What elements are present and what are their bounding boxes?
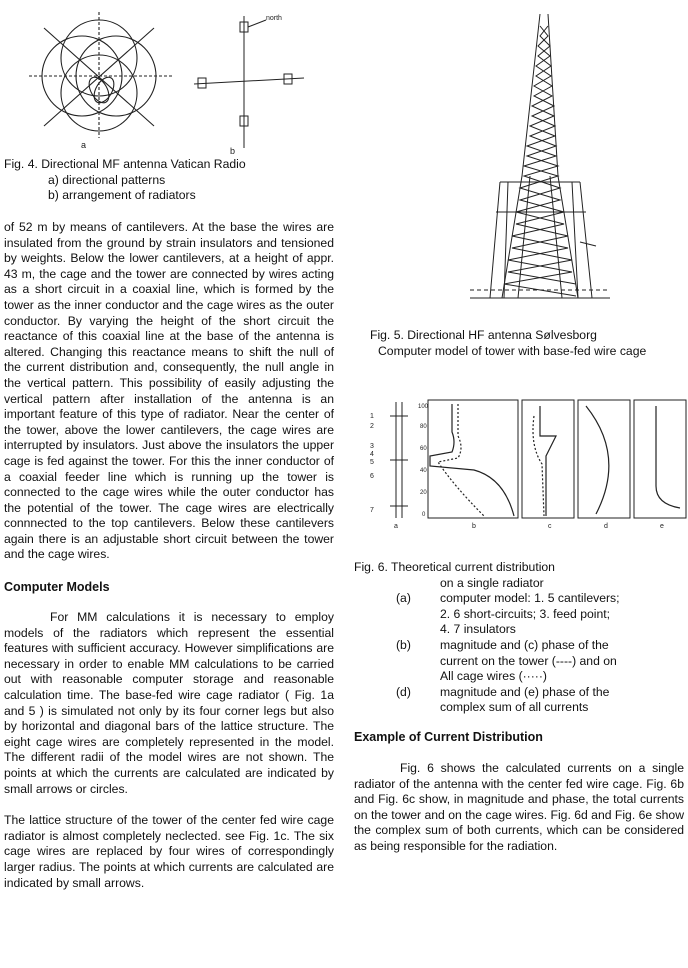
fig5-figure (460, 6, 620, 306)
fig6-label-a: a (394, 523, 398, 530)
fig6-label-e: e (660, 523, 664, 530)
fig4-caption-b: b) arrangement of radiators (48, 188, 196, 203)
fig6-marker-2: 2 (370, 423, 374, 430)
fig6-item-a-line3: 4. 7 insulators (440, 622, 516, 637)
fig6-caption-item-a (354, 591, 684, 638)
fig6-label-c: c (548, 523, 552, 530)
right-column (354, 730, 684, 855)
fig6-marker-7: 7 (370, 507, 374, 514)
fig5-tower-structure (470, 14, 610, 298)
fig4-diagram (4, 8, 344, 158)
fig6-item-b-line3: All cage wires (·····) (440, 669, 547, 684)
fig6-item-a-line1: computer model: 1. 5 cantilevers; (440, 591, 620, 606)
fig6-ytick-80: 80 (420, 424, 427, 430)
fig5-tower-drawing (460, 6, 620, 306)
fig6-e-sum-phase (656, 406, 680, 508)
fig6-marker-1: 1 (370, 413, 374, 420)
fig6-caption-title: Fig. 6. Theoretical current distribution (354, 560, 555, 574)
left-column (4, 220, 334, 891)
fig6-d-sum-magnitude (586, 406, 609, 514)
fig6-ytick-40: 40 (420, 468, 427, 474)
fig6-caption (354, 560, 684, 716)
fig4-figure (4, 8, 344, 158)
fig4-caption (4, 157, 344, 204)
fig6-caption-sub: on a single radiator (440, 575, 544, 590)
fig6-marker-5: 5 (370, 459, 374, 466)
fig6-panel-a-model (390, 402, 408, 518)
fig6-caption-item-b (354, 638, 684, 685)
fig6-item-a-line2: 2. 6 short-circuits; 3. feed point; (440, 606, 611, 621)
fig6-panel-labels (394, 523, 664, 530)
fig6-panel-frames (428, 400, 686, 518)
current-distribution-heading: Example of Current Distribution (354, 730, 543, 744)
fig6-item-b-label: (b) (396, 637, 411, 652)
fig6-panel-c-frame (522, 400, 574, 518)
fig6-panel-b-frame (428, 400, 518, 518)
fig6-b-tower-current (430, 404, 514, 516)
fig6-caption-item-d (354, 685, 684, 716)
fig6-curves (430, 404, 680, 516)
fig5-caption-title: Fig. 5. Directional HF antenna Sølvesborg (370, 328, 597, 342)
fig6-ytick-60: 60 (420, 446, 427, 452)
left-paragraph-3: The lattice structure of the tower of the center fed wire cage radiator is almost completely neclected. see Fig. 1c. The six cage wires are replaced by four wires of correspondingly larger radius. The points at which currents are calculated are indicated by small arrows. (4, 813, 334, 890)
right-paragraph-1: Fig. 6 shows the calculated currents on a single radiator of the antenna with the center fed wire cage. Fig. 6b and Fig. 6c show, in magnitude and phase, the total currents on the tower and on the cage wires. Fig. 6d and Fig. 6e show the complex sum of both currents, which can be considered as being responsible for the radiation. (354, 761, 684, 853)
fig4-north-label: north (266, 15, 282, 22)
fig4-caption-title: Fig. 4. Directional MF antenna Vatican Radio (4, 157, 246, 171)
fig6-marker-3: 3 (370, 443, 374, 450)
fig6-figure (364, 396, 688, 532)
fig6-item-a-label: (a) (396, 591, 411, 606)
fig4-directional-patterns (29, 12, 172, 138)
fig4-label-b: b (230, 146, 236, 156)
fig6-plots (364, 396, 688, 532)
fig6-model-markers (370, 413, 374, 514)
fig6-item-d-label: (d) (396, 684, 411, 699)
fig6-ytick-100: 100 (418, 404, 429, 410)
fig6-c-tower-phase (540, 406, 556, 516)
fig6-marker-6: 6 (370, 473, 374, 480)
fig6-item-b-line1: magnitude and (c) phase of the (440, 637, 609, 652)
left-paragraph-1: of 52 m by means of cantilevers. At the base the wires are insulated from the ground by strain insulators and tensioned by weights. Below the lower cantilevers, at a height of appr. 43 m, the cage and the tower are connected by wires acting as a short circuit in a coaxial line, which is formed by the tower as the inner conductor and the cage wires as the outer conductor. By varying the height of the short circuit the reactance of this coaxial line at the base of the antenna is altered. Changing this reactance means to shift the null of the current distribution and, consequently, the null angle in the vertical pattern. This possibility of easily adjusting the vertical pattern after installation of the antenna is an important feature of this type of radiator. Near the center of the tower, above the lower cantilevers, the cage wires are interrupted by insulators. Just above the insulators the upper cage is fed against the tower. For this the inner conductor of a coaxial feeder line which is running up the tower is connected to the cage wires while the outer conductor has the potential of the tower. The cage wires are electrically connnected to the top cantilevers. Below these cantilevers again there is an adjustable short circuit between the tower and the cage wires. (4, 220, 334, 562)
fig6-ytick-0: 0 (422, 512, 426, 518)
left-paragraph-2: For MM calculations it is necessary to employ models of the radiators which represent the essential features with sufficient accuracy. However simplifications are necessary in order to enable MM calculations to be carried out with reasonable computer storage and reasonable calculation time. The base-fed wire cage radiator ( Fig. 1a and 5 ) is simulated not only by its four corner legs but also by horizontal and diagonal bars of the lattice structure. The eight cage wires are completely represented in the model. The different radii of the model wires are not shown. The points at which the currents are calculated are indicated by small arrows or circles. (4, 610, 334, 796)
fig6-b-cage-current (438, 404, 484, 516)
fig6-ytick-20: 20 (420, 490, 427, 496)
fig5-caption (370, 328, 680, 359)
computer-models-heading: Computer Models (4, 580, 110, 595)
fig6-label-b: b (472, 523, 476, 530)
fig6-item-d-line2: complex sum of all currents (440, 700, 589, 715)
fig5-caption-body: Computer model of tower with base-fed wire cage (378, 343, 647, 358)
fig6-label-d: d (604, 523, 608, 530)
fig6-marker-4: 4 (370, 451, 374, 458)
fig4-label-a: a (81, 140, 87, 150)
fig6-panel-e-frame (634, 400, 686, 518)
fig6-y-axis-ticks (418, 404, 429, 518)
fig6-item-d-line1: magnitude and (e) phase of the (440, 684, 610, 699)
fig4-caption-a: a) directional patterns (48, 172, 166, 187)
fig4-radiator-arrangement (194, 16, 304, 148)
fig6-item-b-line2: current on the tower (----) and on (440, 653, 617, 668)
fig6-panel-d-frame (578, 400, 630, 518)
fig6-c-cage-phase (533, 416, 544, 516)
